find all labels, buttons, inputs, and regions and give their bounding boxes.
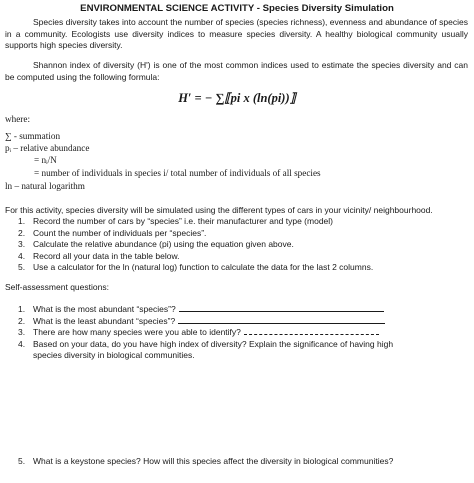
answer-blank[interactable] [179,304,384,312]
shannon-formula: H′ = − ∑⟦pi x (ln(pi))⟧ [178,91,296,105]
question-text: What is the least abundant “species”? [33,315,176,326]
definition-ratio: = nᵢ/N [34,155,57,165]
procedure-step [18,262,463,274]
question-text: What is a keystone species? How will this species affect the diversity in biological communities? [33,456,394,466]
procedure-step [18,239,463,251]
question-text: What is the most abundant “species”? [33,304,176,314]
question-text: Based on your data, do you have high index of diversity? Explain the significance of having high [33,338,394,349]
questions-list [18,304,463,362]
procedure-list [18,216,463,274]
question-five [18,456,463,468]
step-text: Record the number of cars by “species” i.e. their manufacturer and type (model) [33,216,333,226]
question-number: 4. [18,338,26,349]
definition-relative-abundance: pᵢ – relative abundance [5,143,90,153]
activity-intro: For this activity, species diversity will be simulated using the different types of cars in your vicinity/ neighbourhood. [5,205,433,215]
question-number: 3. [18,327,26,337]
step-number: 2. [18,227,26,238]
question-text: species diversity in biological communities. [33,350,195,360]
question-item [18,327,463,339]
answer-blank[interactable] [178,316,385,324]
step-text: Use a calculator for the ln (natural log) function to calculate the data for the last 2 columns. [33,262,374,272]
question-number: 1. [18,304,26,314]
step-text: Calculate the relative abundance (pi) using the equation given above. [33,239,294,249]
step-text: Record all your data in the table below. [33,250,180,261]
shannon-paragraph: Shannon index of diversity (H') is one of the most common indices used to estimate the species diversity and can be computed using the following formula: [5,60,468,82]
page-title: ENVIRONMENTAL SCIENCE ACTIVITY - Species Diversity Simulation [80,3,394,14]
question-item [18,316,463,328]
question-item [18,339,463,351]
step-number: 3. [18,239,26,249]
procedure-step [18,216,463,228]
question-item [18,304,463,316]
definition-summation: ∑ - summation [5,131,61,141]
question-number: 5. [18,456,26,466]
self-assessment-heading: Self-assessment questions: [5,282,109,292]
step-text: Count the number of individuals per “species”. [33,227,207,238]
where-label: where: [5,114,30,124]
step-number: 5. [18,262,26,272]
procedure-step [18,251,463,263]
question-text: There are how many species were you able to identify? [33,327,241,337]
question-item [18,456,463,468]
question-number: 2. [18,315,26,326]
definition-natural-log: ln – natural logarithm [5,181,85,191]
answer-blank[interactable] [244,327,379,335]
intro-paragraph: Species diversity takes into account the number of species (species richness), evenness and abundance of species in a community. Ecologists use diversity indices to measure species diversity. A healthy biological community usually supports high species diversity. [5,17,468,50]
question-continuation [18,350,463,362]
step-number: 4. [18,250,26,261]
step-number: 1. [18,216,26,226]
procedure-step [18,228,463,240]
definition-ratio-words: = number of individuals in species i/ total number of individuals of all species [34,168,321,178]
